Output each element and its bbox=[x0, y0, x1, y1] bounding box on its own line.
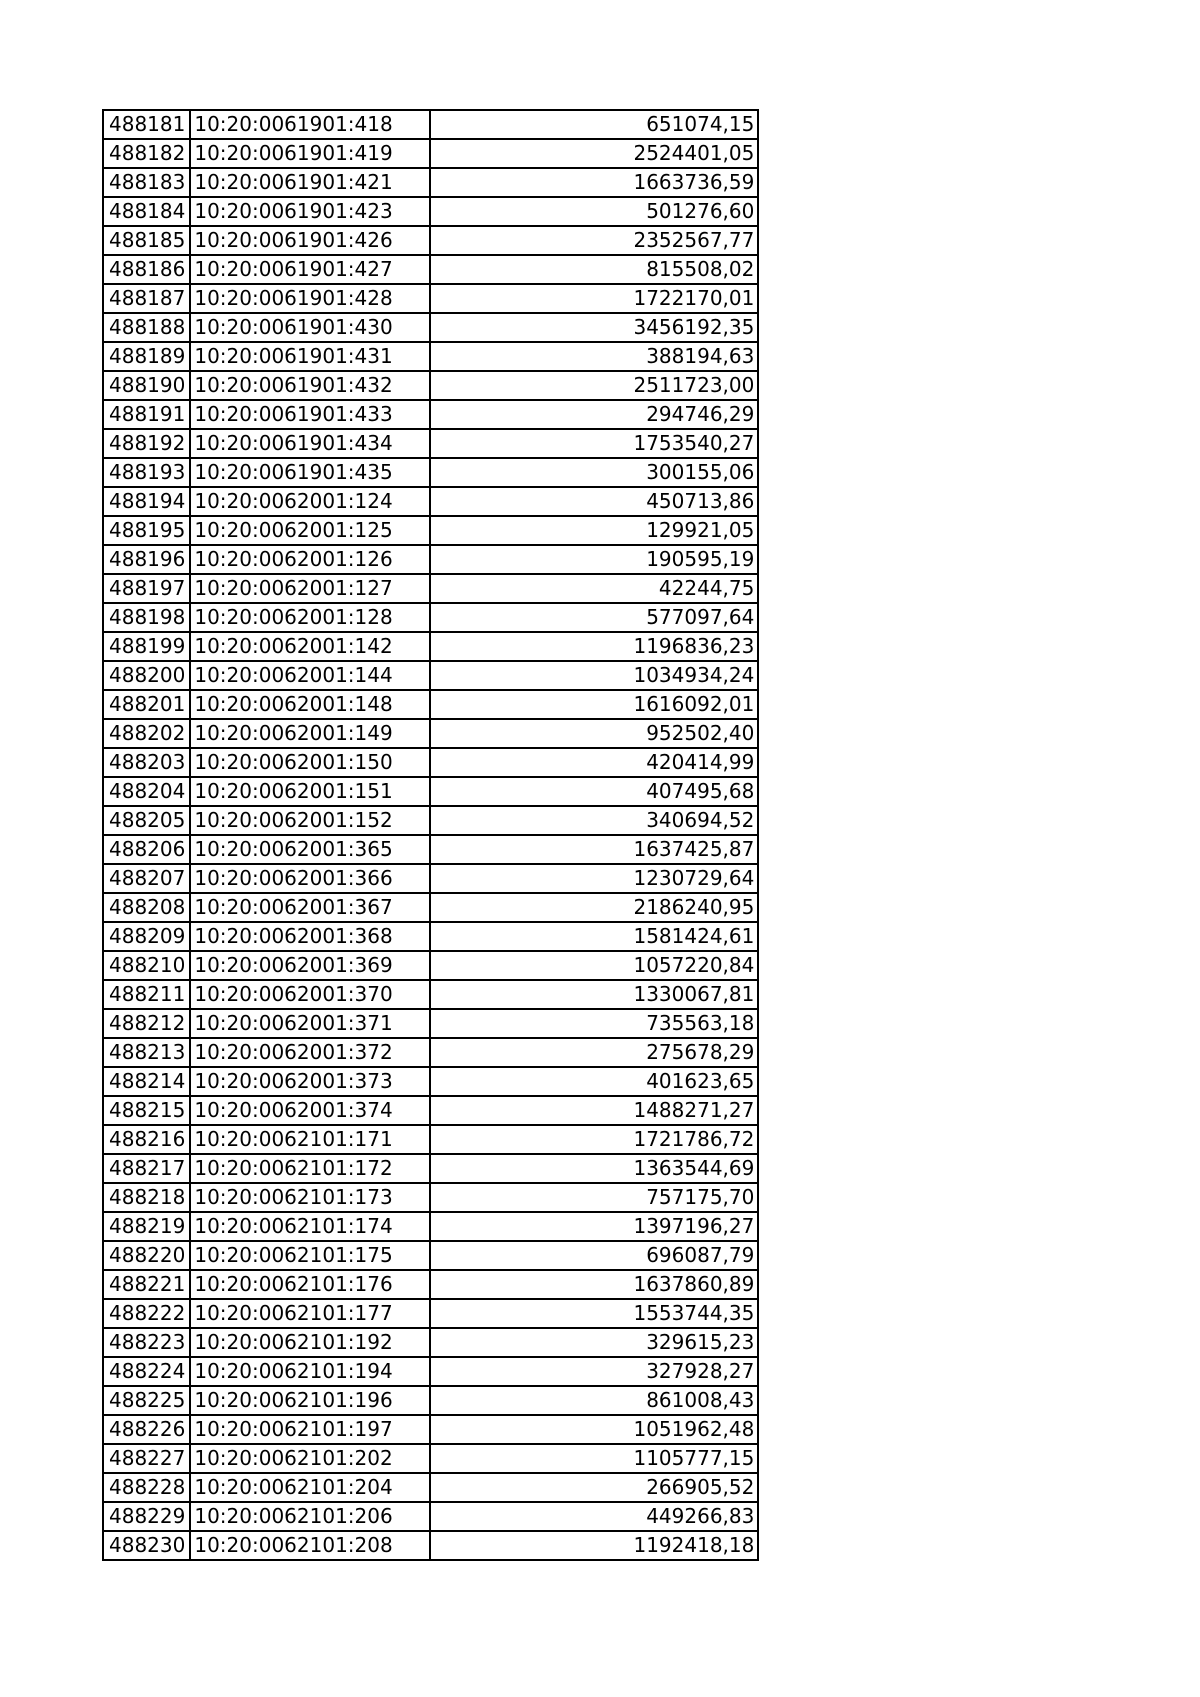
cadastral-number-cell: 10:20:0062101:197 bbox=[190, 1415, 430, 1444]
cadastral-number-cell: 10:20:0062001:366 bbox=[190, 864, 430, 893]
cadastral-number-cell: 10:20:0062101:194 bbox=[190, 1357, 430, 1386]
cadastral-number-cell: 10:20:0062001:149 bbox=[190, 719, 430, 748]
cadastral-value-cell: 300155,06 bbox=[430, 458, 758, 487]
cadastral-value-cell: 1105777,15 bbox=[430, 1444, 758, 1473]
cadastral-value-cell: 329615,23 bbox=[430, 1328, 758, 1357]
cadastral-number-cell: 10:20:0062101:192 bbox=[190, 1328, 430, 1357]
cadastral-value-cell: 1721786,72 bbox=[430, 1125, 758, 1154]
cadastral-value-cell: 129921,05 bbox=[430, 516, 758, 545]
row-number-cell: 488181 bbox=[103, 110, 190, 139]
row-number-cell: 488193 bbox=[103, 458, 190, 487]
cadastral-number-cell: 10:20:0062001:150 bbox=[190, 748, 430, 777]
row-number-cell: 488183 bbox=[103, 168, 190, 197]
table-row bbox=[103, 1473, 758, 1502]
cadastral-value-cell: 1034934,24 bbox=[430, 661, 758, 690]
table-row bbox=[103, 1154, 758, 1183]
table-row bbox=[103, 574, 758, 603]
cadastral-value-cell: 696087,79 bbox=[430, 1241, 758, 1270]
row-number-cell: 488182 bbox=[103, 139, 190, 168]
row-number-cell: 488206 bbox=[103, 835, 190, 864]
cadastral-value-cell: 1581424,61 bbox=[430, 922, 758, 951]
table-row bbox=[103, 980, 758, 1009]
table-row bbox=[103, 603, 758, 632]
cadastral-value-cell: 294746,29 bbox=[430, 400, 758, 429]
cadastral-value-cell: 190595,19 bbox=[430, 545, 758, 574]
row-number-cell: 488222 bbox=[103, 1299, 190, 1328]
table-row bbox=[103, 516, 758, 545]
cadastral-value-cell: 450713,86 bbox=[430, 487, 758, 516]
cadastral-number-cell: 10:20:0062101:208 bbox=[190, 1531, 430, 1560]
table-row bbox=[103, 139, 758, 168]
row-number-cell: 488221 bbox=[103, 1270, 190, 1299]
table-row bbox=[103, 835, 758, 864]
table-row bbox=[103, 487, 758, 516]
table-row bbox=[103, 1270, 758, 1299]
cadastral-number-cell: 10:20:0061901:432 bbox=[190, 371, 430, 400]
row-number-cell: 488223 bbox=[103, 1328, 190, 1357]
cadastral-number-cell: 10:20:0062001:142 bbox=[190, 632, 430, 661]
cadastral-number-cell: 10:20:0062101:171 bbox=[190, 1125, 430, 1154]
cadastral-value-cell: 1196836,23 bbox=[430, 632, 758, 661]
cadastral-number-cell: 10:20:0062001:128 bbox=[190, 603, 430, 632]
cadastral-number-cell: 10:20:0062001:369 bbox=[190, 951, 430, 980]
cadastral-number-cell: 10:20:0061901:427 bbox=[190, 255, 430, 284]
table-row bbox=[103, 197, 758, 226]
cadastral-number-cell: 10:20:0061901:434 bbox=[190, 429, 430, 458]
row-number-cell: 488208 bbox=[103, 893, 190, 922]
cadastral-value-cell: 1363544,69 bbox=[430, 1154, 758, 1183]
cadastral-number-cell: 10:20:0061901:433 bbox=[190, 400, 430, 429]
cadastral-value-cell: 1330067,81 bbox=[430, 980, 758, 1009]
row-number-cell: 488227 bbox=[103, 1444, 190, 1473]
cadastral-number-cell: 10:20:0062001:371 bbox=[190, 1009, 430, 1038]
row-number-cell: 488190 bbox=[103, 371, 190, 400]
cadastral-number-cell: 10:20:0062101:173 bbox=[190, 1183, 430, 1212]
cadastral-number-cell: 10:20:0062101:202 bbox=[190, 1444, 430, 1473]
row-number-cell: 488216 bbox=[103, 1125, 190, 1154]
row-number-cell: 488228 bbox=[103, 1473, 190, 1502]
row-number-cell: 488202 bbox=[103, 719, 190, 748]
cadastral-value-cell: 1051962,48 bbox=[430, 1415, 758, 1444]
cadastral-value-cell: 449266,83 bbox=[430, 1502, 758, 1531]
table-row bbox=[103, 429, 758, 458]
cadastral-value-cell: 1057220,84 bbox=[430, 951, 758, 980]
cadastral-number-cell: 10:20:0061901:419 bbox=[190, 139, 430, 168]
cadastral-value-cell: 651074,15 bbox=[430, 110, 758, 139]
cadastral-number-cell: 10:20:0062001:144 bbox=[190, 661, 430, 690]
row-number-cell: 488230 bbox=[103, 1531, 190, 1560]
cadastral-value-cell: 1192418,18 bbox=[430, 1531, 758, 1560]
row-number-cell: 488199 bbox=[103, 632, 190, 661]
cadastral-number-cell: 10:20:0062101:206 bbox=[190, 1502, 430, 1531]
row-number-cell: 488210 bbox=[103, 951, 190, 980]
table-row bbox=[103, 371, 758, 400]
cadastral-number-cell: 10:20:0061901:421 bbox=[190, 168, 430, 197]
cadastral-value-cell: 388194,63 bbox=[430, 342, 758, 371]
cadastral-number-cell: 10:20:0062001:152 bbox=[190, 806, 430, 835]
cadastral-number-cell: 10:20:0062101:177 bbox=[190, 1299, 430, 1328]
row-number-cell: 488196 bbox=[103, 545, 190, 574]
row-number-cell: 488226 bbox=[103, 1415, 190, 1444]
cadastral-value-cell: 2524401,05 bbox=[430, 139, 758, 168]
cadastral-value-cell: 815508,02 bbox=[430, 255, 758, 284]
cadastral-value-cell: 577097,64 bbox=[430, 603, 758, 632]
row-number-cell: 488219 bbox=[103, 1212, 190, 1241]
cadastral-number-cell: 10:20:0062101:172 bbox=[190, 1154, 430, 1183]
cadastral-value-cell: 735563,18 bbox=[430, 1009, 758, 1038]
cadastral-number-cell: 10:20:0062001:124 bbox=[190, 487, 430, 516]
cadastral-value-cell: 1637860,89 bbox=[430, 1270, 758, 1299]
cadastral-number-cell: 10:20:0062001:372 bbox=[190, 1038, 430, 1067]
row-number-cell: 488224 bbox=[103, 1357, 190, 1386]
cadastral-value-cell: 1663736,59 bbox=[430, 168, 758, 197]
cadastral-number-cell: 10:20:0062001:125 bbox=[190, 516, 430, 545]
cadastral-number-cell: 10:20:0062001:127 bbox=[190, 574, 430, 603]
table-row bbox=[103, 1125, 758, 1154]
cadastral-value-cell: 1753540,27 bbox=[430, 429, 758, 458]
cadastral-value-cell: 1616092,01 bbox=[430, 690, 758, 719]
row-number-cell: 488189 bbox=[103, 342, 190, 371]
cadastral-value-cell: 1230729,64 bbox=[430, 864, 758, 893]
row-number-cell: 488203 bbox=[103, 748, 190, 777]
cadastral-value-cell: 420414,99 bbox=[430, 748, 758, 777]
table-row bbox=[103, 922, 758, 951]
table-row bbox=[103, 1038, 758, 1067]
cadastral-number-cell: 10:20:0062101:174 bbox=[190, 1212, 430, 1241]
cadastral-value-cell: 1553744,35 bbox=[430, 1299, 758, 1328]
table-row bbox=[103, 1444, 758, 1473]
table-row bbox=[103, 893, 758, 922]
table-row bbox=[103, 864, 758, 893]
table-body bbox=[103, 110, 758, 1560]
row-number-cell: 488184 bbox=[103, 197, 190, 226]
row-number-cell: 488204 bbox=[103, 777, 190, 806]
row-number-cell: 488229 bbox=[103, 1502, 190, 1531]
cadastral-number-cell: 10:20:0062001:126 bbox=[190, 545, 430, 574]
row-number-cell: 488192 bbox=[103, 429, 190, 458]
row-number-cell: 488215 bbox=[103, 1096, 190, 1125]
cadastral-value-cell: 1488271,27 bbox=[430, 1096, 758, 1125]
table-row bbox=[103, 777, 758, 806]
table-row bbox=[103, 748, 758, 777]
table-row bbox=[103, 458, 758, 487]
row-number-cell: 488191 bbox=[103, 400, 190, 429]
cadastral-number-cell: 10:20:0061901:418 bbox=[190, 110, 430, 139]
table-row bbox=[103, 719, 758, 748]
table-row bbox=[103, 661, 758, 690]
cadastral-value-table bbox=[102, 109, 759, 1561]
cadastral-value-cell: 952502,40 bbox=[430, 719, 758, 748]
row-number-cell: 488209 bbox=[103, 922, 190, 951]
cadastral-value-cell: 1722170,01 bbox=[430, 284, 758, 313]
table-row bbox=[103, 284, 758, 313]
row-number-cell: 488212 bbox=[103, 1009, 190, 1038]
table-row bbox=[103, 400, 758, 429]
cadastral-value-cell: 407495,68 bbox=[430, 777, 758, 806]
row-number-cell: 488205 bbox=[103, 806, 190, 835]
table-row bbox=[103, 255, 758, 284]
table-row bbox=[103, 951, 758, 980]
cadastral-number-cell: 10:20:0062001:148 bbox=[190, 690, 430, 719]
cadastral-value-cell: 2352567,77 bbox=[430, 226, 758, 255]
row-number-cell: 488207 bbox=[103, 864, 190, 893]
cadastral-number-cell: 10:20:0061901:431 bbox=[190, 342, 430, 371]
cadastral-value-cell: 401623,65 bbox=[430, 1067, 758, 1096]
table-row bbox=[103, 1299, 758, 1328]
cadastral-value-cell: 327928,27 bbox=[430, 1357, 758, 1386]
cadastral-number-cell: 10:20:0062001:370 bbox=[190, 980, 430, 1009]
cadastral-value-cell: 757175,70 bbox=[430, 1183, 758, 1212]
row-number-cell: 488198 bbox=[103, 603, 190, 632]
cadastral-number-cell: 10:20:0062001:367 bbox=[190, 893, 430, 922]
table-row bbox=[103, 632, 758, 661]
table-row bbox=[103, 1357, 758, 1386]
table-row bbox=[103, 1531, 758, 1560]
table-row bbox=[103, 226, 758, 255]
row-number-cell: 488220 bbox=[103, 1241, 190, 1270]
cadastral-number-cell: 10:20:0061901:426 bbox=[190, 226, 430, 255]
table-row bbox=[103, 313, 758, 342]
table-row bbox=[103, 806, 758, 835]
cadastral-number-cell: 10:20:0062001:368 bbox=[190, 922, 430, 951]
cadastral-value-cell: 42244,75 bbox=[430, 574, 758, 603]
table-row bbox=[103, 1241, 758, 1270]
cadastral-number-cell: 10:20:0062101:175 bbox=[190, 1241, 430, 1270]
cadastral-value-cell: 275678,29 bbox=[430, 1038, 758, 1067]
row-number-cell: 488185 bbox=[103, 226, 190, 255]
cadastral-value-cell: 2511723,00 bbox=[430, 371, 758, 400]
cadastral-number-cell: 10:20:0061901:430 bbox=[190, 313, 430, 342]
cadastral-number-cell: 10:20:0062101:204 bbox=[190, 1473, 430, 1502]
table-row bbox=[103, 1328, 758, 1357]
cadastral-value-cell: 3456192,35 bbox=[430, 313, 758, 342]
table-row bbox=[103, 1067, 758, 1096]
table-row bbox=[103, 545, 758, 574]
table-row bbox=[103, 1096, 758, 1125]
row-number-cell: 488225 bbox=[103, 1386, 190, 1415]
cadastral-number-cell: 10:20:0061901:435 bbox=[190, 458, 430, 487]
row-number-cell: 488188 bbox=[103, 313, 190, 342]
cadastral-value-cell: 2186240,95 bbox=[430, 893, 758, 922]
cadastral-number-cell: 10:20:0062001:151 bbox=[190, 777, 430, 806]
table-row bbox=[103, 1212, 758, 1241]
table-row bbox=[103, 168, 758, 197]
row-number-cell: 488194 bbox=[103, 487, 190, 516]
cadastral-value-cell: 266905,52 bbox=[430, 1473, 758, 1502]
row-number-cell: 488187 bbox=[103, 284, 190, 313]
cadastral-value-cell: 861008,43 bbox=[430, 1386, 758, 1415]
row-number-cell: 488211 bbox=[103, 980, 190, 1009]
table-row bbox=[103, 1386, 758, 1415]
cadastral-value-cell: 340694,52 bbox=[430, 806, 758, 835]
cadastral-number-cell: 10:20:0062101:196 bbox=[190, 1386, 430, 1415]
table-row bbox=[103, 110, 758, 139]
row-number-cell: 488214 bbox=[103, 1067, 190, 1096]
table-row bbox=[103, 1415, 758, 1444]
cadastral-number-cell: 10:20:0062001:373 bbox=[190, 1067, 430, 1096]
table-row bbox=[103, 1183, 758, 1212]
cadastral-number-cell: 10:20:0061901:428 bbox=[190, 284, 430, 313]
cadastral-value-cell: 501276,60 bbox=[430, 197, 758, 226]
row-number-cell: 488186 bbox=[103, 255, 190, 284]
cadastral-number-cell: 10:20:0062001:365 bbox=[190, 835, 430, 864]
table-row bbox=[103, 690, 758, 719]
cadastral-value-cell: 1637425,87 bbox=[430, 835, 758, 864]
table-row bbox=[103, 1009, 758, 1038]
cadastral-number-cell: 10:20:0061901:423 bbox=[190, 197, 430, 226]
cadastral-number-cell: 10:20:0062101:176 bbox=[190, 1270, 430, 1299]
cadastral-number-cell: 10:20:0062001:374 bbox=[190, 1096, 430, 1125]
row-number-cell: 488213 bbox=[103, 1038, 190, 1067]
cadastral-value-cell: 1397196,27 bbox=[430, 1212, 758, 1241]
table-row bbox=[103, 342, 758, 371]
table-row bbox=[103, 1502, 758, 1531]
row-number-cell: 488200 bbox=[103, 661, 190, 690]
row-number-cell: 488218 bbox=[103, 1183, 190, 1212]
row-number-cell: 488217 bbox=[103, 1154, 190, 1183]
row-number-cell: 488195 bbox=[103, 516, 190, 545]
row-number-cell: 488197 bbox=[103, 574, 190, 603]
row-number-cell: 488201 bbox=[103, 690, 190, 719]
